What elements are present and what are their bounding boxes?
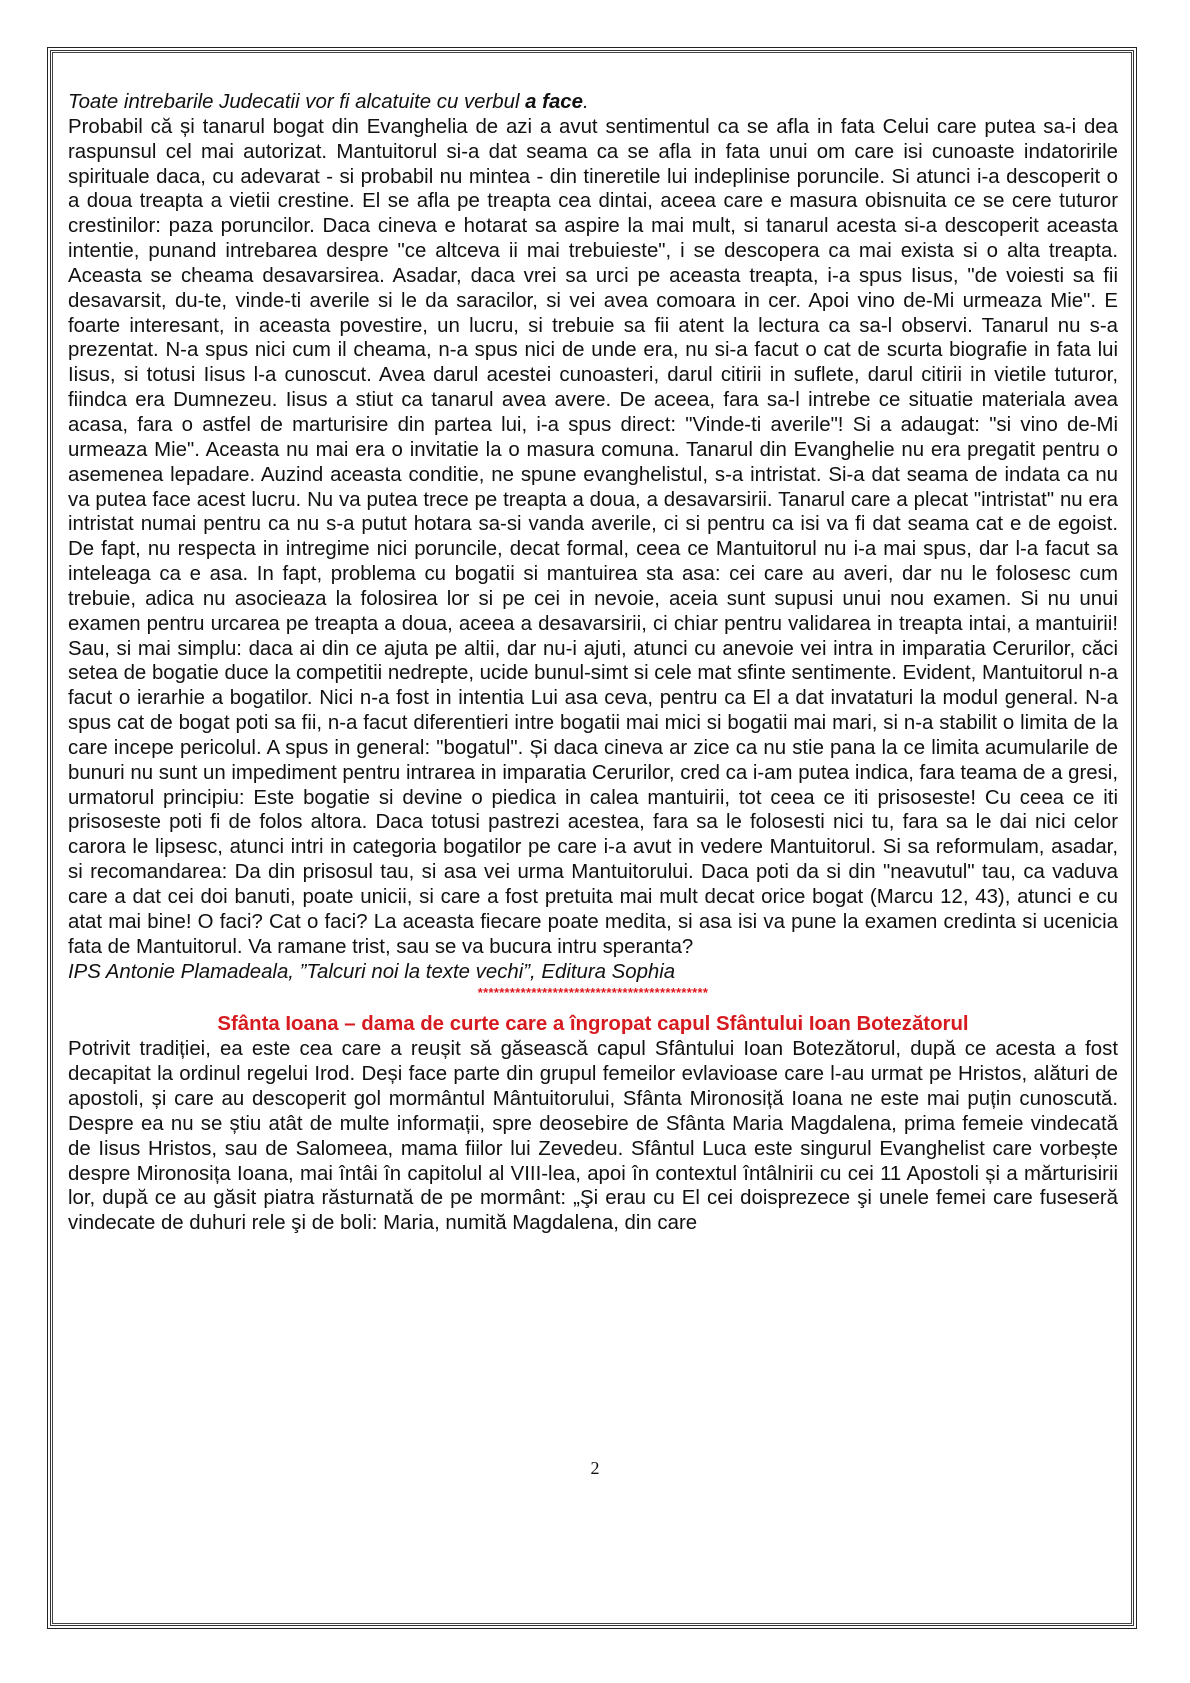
page-number: 2 — [590, 1458, 600, 1478]
article1-body: Probabil că și tanarul bogat din Evanghelia de azi a avut sentimentul ca se afla in fata Celui care putea sa-i dea raspunsul cel mai autorizat. Mantuitorul si-a dat seama ca se afla in fata unui om care isi cunoaste indatoririle spirituale daca, cu adevarat - si probabil nu mintea - din tineretile lui indeplinise poruncile. Si atunci i-a descoperit o a doua treapta a vietii crestine. El se afla pe treapta cea dintai, aceea care e masura obisnuita ce se cere tuturor crestinilor: paza poruncilor. Daca cineva e hotarat sa aspire la mai mult, si tanarul acesta si-a descoperit aceasta intentie, punand intrebarea despre "ce altceva ii mai trebuieste", i se descopera ca mai exista si o alta treapta. Aceasta se cheama desavarsirea. Asadar, daca vrei sa urci pe aceasta treapta, i-a spus Iisus, "de voiesti sa fii desavarsit, du-te, vinde-ti averile si le da saracilor, si vei avea comoara in cer. Apoi vino de-Mi urmeaza Mie". E foarte interesant, in aceasta povestire, un lucru, si trebuie sa fii atent la lectura ca sa-l observi. Tanarul nu s-a prezentat. N-a spus nici cum il cheama, n-a spus nici de unde era, nu si-a facut o cat de scurta biografie in fata lui Iisus, si totusi Iisus l-a cunoscut. Avea darul acestei cunoasteri, darul citirii in suflete, darul citirii in vietile tuturor, fiindca era Dumnezeu. Iisus a stiut ca tanarul avea avere. De aceea, fara sa-l intrebe ce situatie materiala avea acasa, fara o astfel de marturisire din partea lui, i-a spus direct: "Vinde-ti averile"! Si a adaugat: "si vino de-Mi urmeaza Mie". Aceasta nu mai era o invitatie la o masura comuna. Tanarul din Evanghelie nu era pregatit pentru o asemenea lepadare. Auzind aceasta conditie, ne spune evanghelistul, s-a intristat. Si-a dat seama de indata ca nu va putea face acest lucru. Nu va putea trece pe treapta a doua, a desavarsirii. Tanarul care a plecat "intristat" nu era intristat numai pentru ca nu s-a putut hotara sa-si vanda averile, ci si pentru ca isi va fi dat seama cat e de egoist. De fapt, nu respecta in intregime nici poruncile, decat formal, ceea ce Mantuitorul nu i-a mai spus, dar l-a facut sa inteleaga ca e asa. In fapt, problema cu bogatii si mantuirea sta asa: cei care au averi, dar nu le folosesc cum trebuie, adica nu asocieaza la folosirea lor si pe cei in nevoie, aceia sunt supusi unui nou examen. Si nu unui examen pentru urcarea pe treapta a doua, aceea a desavarsirii, ci chiar pentru validarea in treapta intai, a mantuirii! Sau, si mai simplu: daca ai din ce ajuta pe altii, dar nu-i ajuti, atunci cu anevoie vei intra in imparatia Cerurilor, căci setea de bogatie duce la competitii nedrepte, ucide bunul-simt si cele mat sfinte sentimente. Evident, Mantuitorul n-a facut o ierarhie a bogatilor. Nici n-a fost in intentia Lui asa ceva, pentru ca El a dat invataturi la modul general. N-a spus cat de bogat poti sa fii, n-a facut diferentieri intre bogatii mai mici si bogatii mai mari, si n-a stabilit o limita de la care incepe pericolul. A spus in general: "bogatul". Și daca cineva ar zice ca nu stie pana la ce limita acumularile de bunuri nu sunt un impediment pentru intrarea in imparatia Cerurilor, cred ca i-am putea indica, fara teama de a gresi, urmatorul principiu: Este bogatie si devine o piedica in calea mantuirii, tot ceea ce iti prisoseste! Cu ceea ce iti prisoseste poti fi de folos altora. Daca totusi pastrezi acestea, fara sa le folosesti nici tu, fara sa le dai nici celor carora le lipsesc, atunci intri in categoria bogatilor pe care i-a avut in vedere Mantuitorul. Si sa reformulam, asadar, si recomandarea: Da din prisosul tau, si asa vei urma Mantuitorului. Daca poti da si din "neavutul" tau, ca vaduva care a dat cei doi banuti, poate unicii, si care a fost pretuita mai mult decat orice bogat (Marcu 12, 43), atunci e cu atat mai bine! O faci? Cat o faci? La aceasta fiecare poate medita, si asa isi va pune la examen credinta si ucenicia fata de Mantuitorul. Va ramane trist, sau se va bucura intru speranta? — [68, 115, 1118, 958]
section-separator: ******************************************* — [477, 985, 709, 1001]
intro-end: . — [582, 91, 589, 113]
article2-title: Sfânta Ioana – dama de curte care a îngropat capul Sfântului Ioan Botezătorul — [217, 1013, 969, 1036]
intro-italic-text: Toate intrebarile Judecatii vor fi alcatuite cu verbul — [68, 91, 526, 113]
article2-body: Potrivit tradiției, ea este cea care a reușit să găsească capul Sfântului Ioan Botezătorul, după ce acesta a fost decapitat la ordinul regelui Irod. Deși face parte din grupul femeilor evlavioase care l-au urmat pe Hristos, alături de apostoli, și care au descoperit gol mormântul Mântuitorului, Sfânta Mironosiță Ioana ne este mai puțin cunoscută. Despre ea nu se știu atât de multe informații, spre deosebire de Sfânta Maria Magdalena, prima femeie vindecată de Iisus Hristos, sau de Salomeea, mama fiilor lui Zevedeu. Sfântul Luca este singurul Evanghelist care vorbește despre Mironosița Ioana, mai întâi în capitolul al VIII-lea, apoi în contextul întâlnirii cu cei 11 Apostoli și a mărturisirii lor, după ce au găsit piatra răsturnată de pe mormânt: „Şi erau cu El cei doisprezece şi unele femei care fuseseră vindecate de duhuri rele şi de boli: Maria, numită Magdalena, din care — [68, 1038, 1118, 1235]
article1-source: IPS Antonie Plamadeala, ”Talcuri noi la texte vechi”, Editura Sophia — [68, 960, 676, 983]
page-content — [68, 90, 1118, 1236]
intro-bold-text: a face — [525, 91, 583, 113]
intro-line — [68, 90, 1118, 115]
